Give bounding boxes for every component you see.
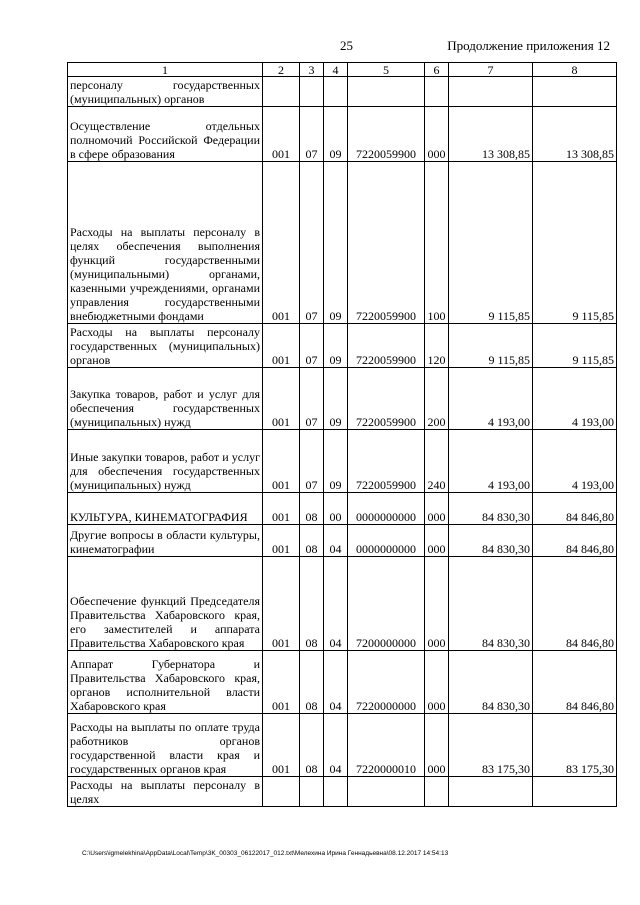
- expense-type-cell: [425, 777, 449, 807]
- section-cell: 07: [300, 368, 324, 430]
- code-cell: 001: [263, 107, 300, 162]
- amount-cell: 84 830,30: [449, 493, 533, 525]
- table-row: [68, 324, 617, 368]
- expense-type-cell: [425, 77, 449, 107]
- code-cell: 001: [263, 368, 300, 430]
- amount-cell: 84 830,30: [449, 651, 533, 714]
- table-row: [68, 368, 617, 430]
- table-row: [68, 493, 617, 525]
- subsection-cell: 04: [324, 714, 348, 777]
- row-name-cell: Аппарат Губернатора и Правительства Хабаровского края, органов исполнительной власти Хабаровского края: [68, 651, 263, 714]
- section-cell: 08: [300, 493, 324, 525]
- amount-cell: 4 193,00: [449, 368, 533, 430]
- code-cell: 001: [263, 324, 300, 368]
- section-cell: 07: [300, 430, 324, 493]
- expense-type-cell: 000: [425, 557, 449, 651]
- row-name-cell: Осуществление отдельных полномочий Российской Федерации в сфере образования: [68, 107, 263, 162]
- amount-cell: 9 115,85: [449, 324, 533, 368]
- subsection-cell: 09: [324, 368, 348, 430]
- expense-type-cell: 000: [425, 714, 449, 777]
- target-code-cell: 7200000000: [348, 557, 425, 651]
- subsection-cell: 09: [324, 107, 348, 162]
- column-header: 4: [324, 63, 348, 77]
- code-cell: [263, 777, 300, 807]
- amount-cell: [533, 777, 617, 807]
- table-row: [68, 777, 617, 807]
- target-code-cell: [348, 77, 425, 107]
- table-row: [68, 77, 617, 107]
- table-header-row: [68, 63, 617, 77]
- target-code-cell: 0000000000: [348, 493, 425, 525]
- amount-cell: [533, 77, 617, 107]
- code-cell: 001: [263, 493, 300, 525]
- section-cell: [300, 777, 324, 807]
- column-header: 1: [68, 63, 263, 77]
- subsection-cell: 04: [324, 525, 348, 557]
- code-cell: 001: [263, 651, 300, 714]
- row-name-cell: КУЛЬТУРА, КИНЕМАТОГРАФИЯ: [68, 493, 263, 525]
- amount-cell: 84 830,30: [449, 525, 533, 557]
- amount-cell: 9 115,85: [533, 162, 617, 324]
- subsection-cell: 09: [324, 430, 348, 493]
- section-cell: 07: [300, 107, 324, 162]
- section-cell: 08: [300, 714, 324, 777]
- table-row: [68, 651, 617, 714]
- amount-cell: 83 175,30: [449, 714, 533, 777]
- target-code-cell: 7220000000: [348, 651, 425, 714]
- code-cell: 001: [263, 714, 300, 777]
- target-code-cell: 7220059900: [348, 368, 425, 430]
- section-cell: 08: [300, 525, 324, 557]
- expense-type-cell: 100: [425, 162, 449, 324]
- subsection-cell: 09: [324, 324, 348, 368]
- amount-cell: 9 115,85: [533, 324, 617, 368]
- expense-type-cell: 000: [425, 493, 449, 525]
- expense-type-cell: 000: [425, 651, 449, 714]
- row-name-cell: Другие вопросы в области культуры, кинематографии: [68, 525, 263, 557]
- expense-type-cell: 000: [425, 525, 449, 557]
- expense-type-cell: 120: [425, 324, 449, 368]
- amount-cell: 4 193,00: [533, 430, 617, 493]
- continuation-label: Продолжение приложения 12: [447, 38, 610, 53]
- amount-cell: 13 308,85: [449, 107, 533, 162]
- code-cell: [263, 77, 300, 107]
- amount-cell: [449, 777, 533, 807]
- amount-cell: 4 193,00: [533, 368, 617, 430]
- target-code-cell: 0000000000: [348, 525, 425, 557]
- budget-table: [67, 62, 617, 807]
- section-cell: [300, 77, 324, 107]
- target-code-cell: 7220059900: [348, 107, 425, 162]
- amount-cell: 84 846,80: [533, 651, 617, 714]
- subsection-cell: 04: [324, 557, 348, 651]
- amount-cell: 9 115,85: [449, 162, 533, 324]
- amount-cell: 13 308,85: [533, 107, 617, 162]
- target-code-cell: 7220059900: [348, 430, 425, 493]
- subsection-cell: 04: [324, 651, 348, 714]
- column-header: 3: [300, 63, 324, 77]
- target-code-cell: 7220000010: [348, 714, 425, 777]
- row-name-cell: Расходы на выплаты персоналу в целях: [68, 777, 263, 807]
- target-code-cell: 7220059900: [348, 324, 425, 368]
- section-cell: 08: [300, 651, 324, 714]
- table-row: [68, 714, 617, 777]
- row-name-cell: Расходы на выплаты персоналу государственных (муниципальных) органов: [68, 324, 263, 368]
- code-cell: 001: [263, 525, 300, 557]
- subsection-cell: [324, 77, 348, 107]
- amount-cell: 83 175,30: [533, 714, 617, 777]
- code-cell: 001: [263, 162, 300, 324]
- code-cell: 001: [263, 557, 300, 651]
- target-code-cell: [348, 777, 425, 807]
- amount-cell: 84 830,30: [449, 557, 533, 651]
- table-row: [68, 557, 617, 651]
- amount-cell: [449, 77, 533, 107]
- column-header: 5: [348, 63, 425, 77]
- footer-path: C:\Users\igmelekhina\AppData\Local\Temp\3K_00303_06122017_012.txt\Мелехина Ирина Геннадьевна\08.12.2017 14:54:13: [82, 850, 449, 857]
- row-name-cell: Расходы на выплаты по оплате труда работников органов государственной власти края и государственных органов края: [68, 714, 263, 777]
- expense-type-cell: 000: [425, 107, 449, 162]
- section-cell: 07: [300, 324, 324, 368]
- amount-cell: 84 846,80: [533, 557, 617, 651]
- expense-type-cell: 240: [425, 430, 449, 493]
- code-cell: 001: [263, 430, 300, 493]
- row-name-cell: Расходы на выплаты персоналу в целях обеспечения выполнения функций государственными (муниципальными) органами, казенными учреждениями, органами управления государственными внебюджетными фондами: [68, 162, 263, 324]
- row-name-cell: Обеспечение функций Председателя Правительства Хабаровского края, его заместителей и аппарата Правительства Хабаровского края: [68, 557, 263, 651]
- subsection-cell: [324, 777, 348, 807]
- table-row: [68, 430, 617, 493]
- row-name-cell: Закупка товаров, работ и услуг для обеспечения государственных (муниципальных) нужд: [68, 368, 263, 430]
- column-header: 6: [425, 63, 449, 77]
- table-body: [68, 77, 617, 807]
- target-code-cell: 7220059900: [348, 162, 425, 324]
- table-row: [68, 525, 617, 557]
- row-name-cell: персоналу государственных (муниципальных) органов: [68, 77, 263, 107]
- subsection-cell: 09: [324, 162, 348, 324]
- row-name-cell: Иные закупки товаров, работ и услуг для обеспечения государственных (муниципальных) нужд: [68, 430, 263, 493]
- section-cell: 07: [300, 162, 324, 324]
- column-header: 2: [263, 63, 300, 77]
- column-header: 7: [449, 63, 533, 77]
- amount-cell: 84 846,80: [533, 493, 617, 525]
- amount-cell: 4 193,00: [449, 430, 533, 493]
- expense-type-cell: 200: [425, 368, 449, 430]
- table-row: [68, 107, 617, 162]
- amount-cell: 84 846,80: [533, 525, 617, 557]
- page-number: 25: [340, 38, 353, 53]
- table-row: [68, 162, 617, 324]
- subsection-cell: 00: [324, 493, 348, 525]
- column-header: 8: [533, 63, 617, 77]
- section-cell: 08: [300, 557, 324, 651]
